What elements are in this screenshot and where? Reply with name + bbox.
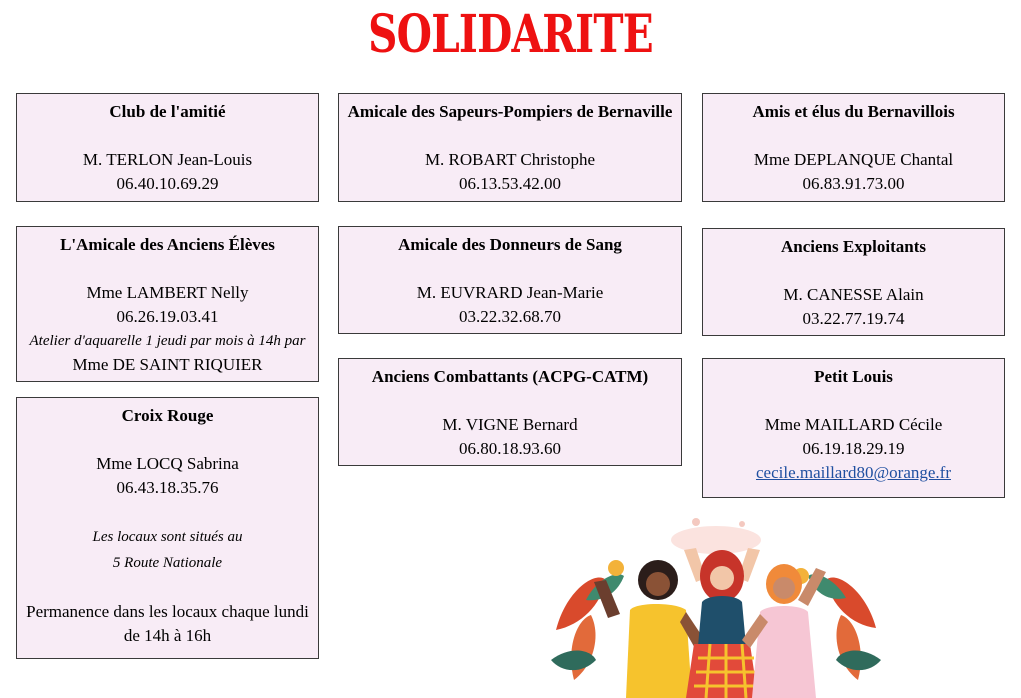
card-email-link[interactable]: cecile.maillard80@orange.fr [755,463,951,482]
card-contact: Mme LAMBERT Nelly [86,283,249,302]
card-contact: Mme DEPLANQUE Chantal [753,150,954,169]
card-permanence-line1: Permanence dans les locaux chaque lundi [26,602,309,621]
card-contact: M. TERLON Jean-Louis [82,150,253,169]
card-contact: M. VIGNE Bernard [442,415,578,434]
card-title: Amis et élus du Bernavillois [752,102,955,121]
card-note-address-line2: 5 Route Nationale [112,555,223,571]
card-phone: 06.13.53.42.00 [459,174,561,193]
card-contact: M. ROBART Christophe [424,150,596,169]
card-anciens-combattants [338,358,682,466]
card-phone: 06.80.18.93.60 [459,439,561,458]
card-title: Amicale des Sapeurs-Pompiers de Bernaville [347,102,673,121]
card-note-address-line1: Les locaux sont situés au [92,529,243,545]
card-contact: M. CANESSE Alain [783,285,924,304]
card-croix-rouge [16,397,319,659]
card-title: Petit Louis [814,367,893,386]
card-contact: M. EUVRARD Jean-Marie [416,283,604,302]
card-phone: 03.22.32.68.70 [459,307,561,326]
card-phone: 06.43.18.35.76 [116,478,219,497]
card-contact: Mme LOCQ Sabrina [96,454,239,473]
card-club-amitie [16,93,319,202]
card-title: L'Amicale des Anciens Élèves [60,235,275,254]
card-phone: 03.22.77.19.74 [802,309,905,328]
page-title: SOLIDARITE [368,4,653,65]
card-anciens-exploitants [702,228,1005,336]
card-permanence-line2: de 14h à 16h [123,626,212,645]
card-title: Anciens Exploitants [781,237,926,256]
card-extra-contact: Mme DE SAINT RIQUIER [72,355,263,374]
card-title: Anciens Combattants (ACPG-CATM) [371,367,649,386]
card-title: Club de l'amitié [109,102,226,121]
card-title: Amicale des Donneurs de Sang [398,235,622,254]
card-note: Atelier d'aquarelle 1 jeudi par mois à 14h par [29,333,306,349]
celebrating-women-illustration-icon [546,510,886,698]
card-title: Croix Rouge [121,406,214,425]
card-donneurs-sang [338,226,682,334]
card-phone: 06.26.19.03.41 [116,307,219,326]
card-phone: 06.40.10.69.29 [116,174,219,193]
card-phone: 06.19.18.29.19 [802,439,905,458]
card-pompiers [338,93,682,202]
card-amis-elus [702,93,1005,202]
card-petit-louis [702,358,1005,498]
card-phone: 06.83.91.73.00 [802,174,905,193]
card-anciens-eleves [16,226,319,382]
card-contact: Mme MAILLARD Cécile [764,415,943,434]
